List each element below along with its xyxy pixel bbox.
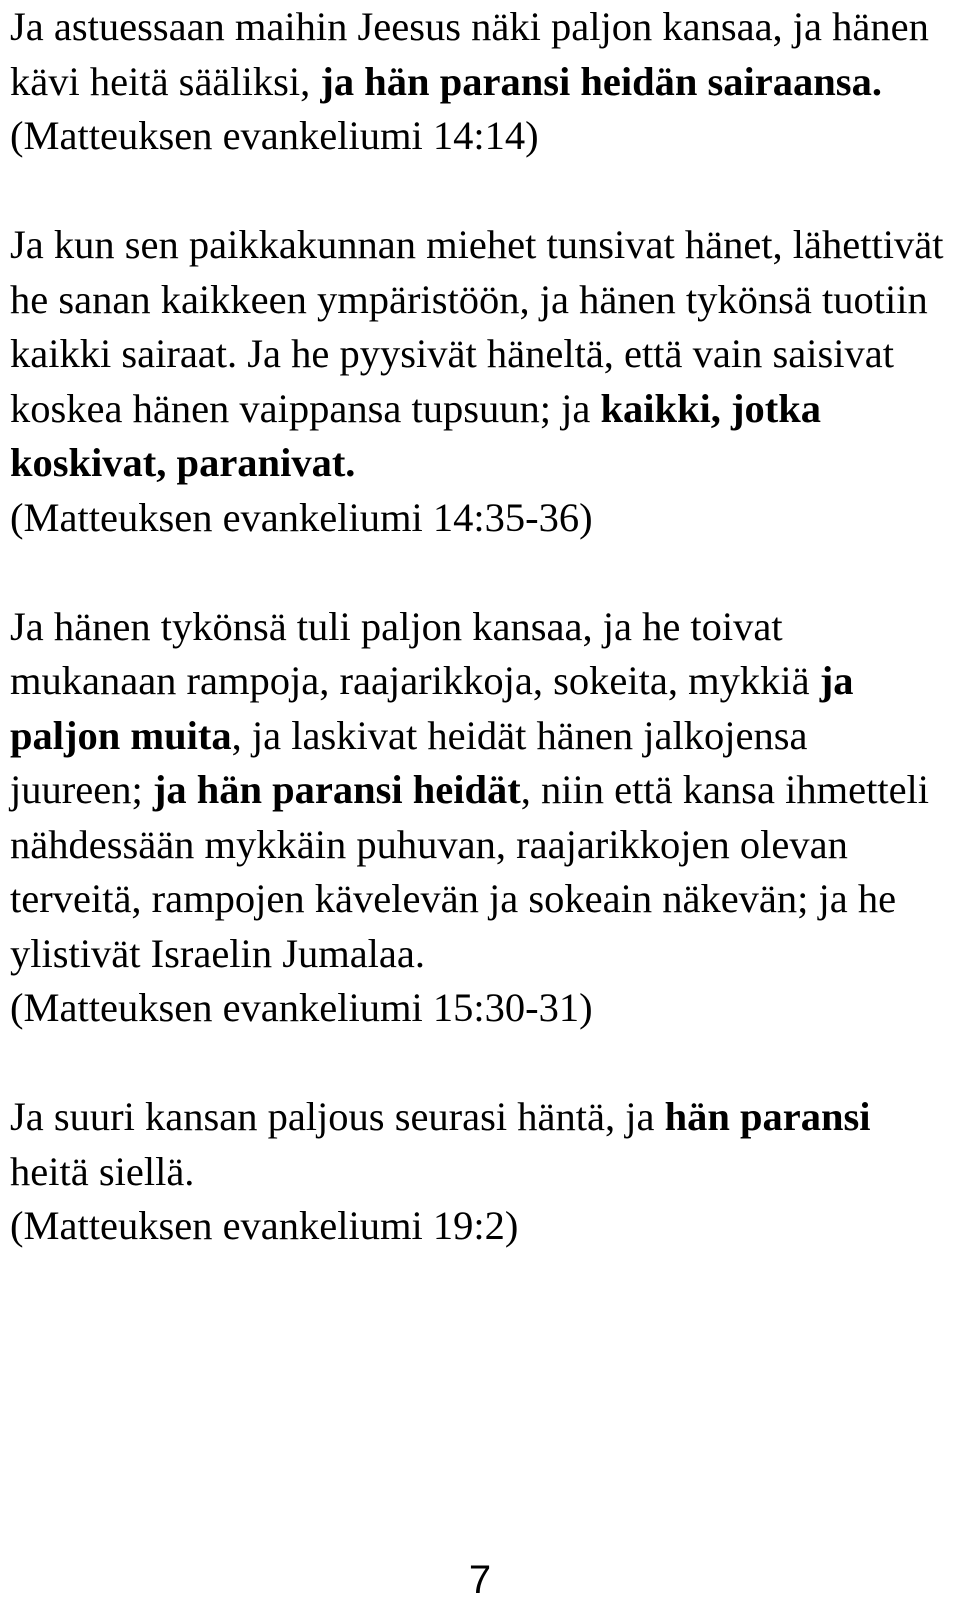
verse-segment-emphasis: ja paljon muita — [10, 658, 854, 758]
scripture-passage-4 — [10, 1090, 950, 1254]
verse-reference: (Matteuksen evankeliumi 15:30-31) — [10, 985, 593, 1030]
verse-segment: Ja astuessaan maihin Jeesus näki paljon kansaa, ja hänen kävi heitä sääliksi, — [10, 4, 929, 104]
verse-segment-emphasis: hän paransi — [664, 1094, 871, 1139]
verse-text — [10, 1090, 950, 1199]
document-page — [10, 0, 950, 1254]
scripture-passage-2 — [10, 218, 950, 545]
verse-text — [10, 0, 950, 109]
verse-segment-emphasis: ja hän paransi heidät — [152, 767, 521, 812]
verse-segment: , ja laskivat heidät hänen jalkojensa juureen; — [10, 712, 808, 812]
scripture-passage-1 — [10, 0, 950, 164]
verse-segment: heitä siellä. — [10, 1148, 195, 1194]
verse-text — [10, 600, 950, 982]
verse-segment: Ja hänen tykönsä tuli paljon kansaa, ja he toivat mukanaan rampoja, raajarikkoja, sokeita, mykkiä — [10, 603, 820, 703]
verse-segment-emphasis: ja hän paransi heidän sairaansa. — [320, 58, 882, 104]
verse-segment-emphasis: kaikki, jotka koskivat, paranivat. — [10, 385, 822, 485]
page-number: 7 — [468, 1558, 492, 1602]
verse-text — [10, 218, 950, 491]
verse-reference: (Matteuksen evankeliumi 14:14) — [10, 113, 539, 158]
verse-reference: (Matteuksen evankeliumi 19:2) — [10, 1203, 519, 1248]
verse-reference: (Matteuksen evankeliumi 14:35-36) — [10, 494, 593, 540]
scripture-passage-3 — [10, 600, 950, 1036]
verse-segment: , niin että kansa ihmetteli nähdessään mykkäin puhuvan, raajarikkojen olevan terveitä, rampojen kävelevän ja sokeain näkevän; ja he ylistivät Israelin Jumalaa. — [10, 767, 930, 976]
verse-segment: Ja kun sen paikkakunnan miehet tunsivat hänet, lähettivät he sanan kaikkeen ympäristöön, ja hänen tykönsä tuotiin kaikki sairaat. Ja he pyysivät häneltä, että vain saisivat koskea hänen vaippansa tupsuun; ja — [10, 222, 944, 431]
verse-segment: Ja suuri kansan paljous seurasi häntä, ja — [10, 1094, 665, 1139]
